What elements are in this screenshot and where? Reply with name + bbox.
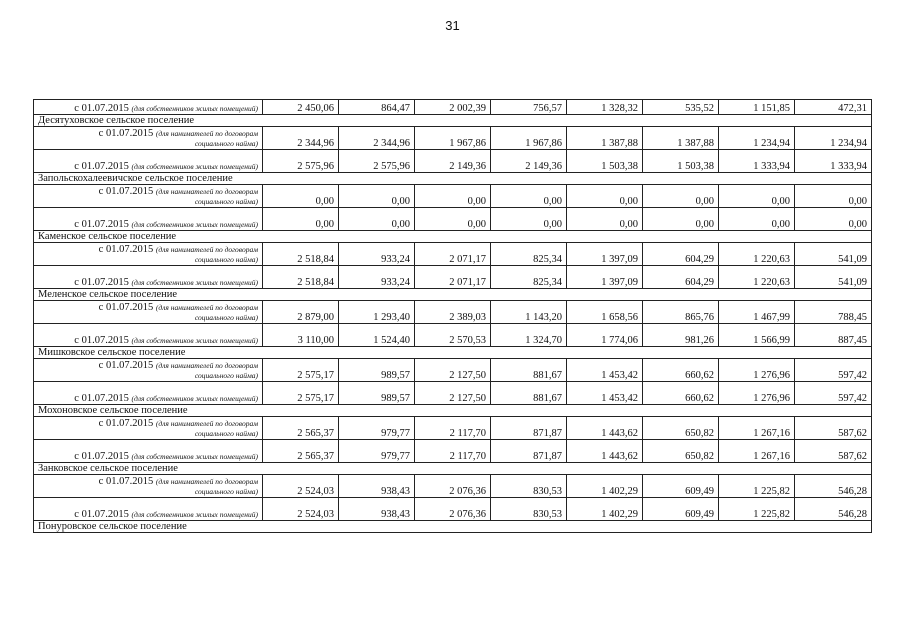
value-cell: 1 453,42 xyxy=(567,382,643,405)
settlement-name: Мишковское сельское поселение xyxy=(34,347,872,359)
table-row xyxy=(34,208,872,231)
row-label-date: с 01.07.2015 xyxy=(98,186,154,197)
value-cell: 989,57 xyxy=(339,359,415,382)
value-cell: 1 658,56 xyxy=(567,301,643,324)
settlement-name: Занковское сельское поселение xyxy=(34,463,872,475)
value-cell: 0,00 xyxy=(567,208,643,231)
value-cell: 660,62 xyxy=(643,359,719,382)
settlement-row xyxy=(34,289,872,301)
value-cell: 0,00 xyxy=(567,185,643,208)
value-cell: 756,57 xyxy=(491,100,567,115)
row-label-note: (для нанимателей по договорам xyxy=(155,129,258,138)
value-cell: 650,82 xyxy=(643,440,719,463)
value-cell: 830,53 xyxy=(491,498,567,521)
value-cell: 1 225,82 xyxy=(719,475,795,498)
row-label-note: (для собственников жилых помещений) xyxy=(131,278,258,287)
value-cell: 1 467,99 xyxy=(719,301,795,324)
value-cell: 979,77 xyxy=(339,440,415,463)
row-label-tenants xyxy=(34,359,263,382)
tariff-table xyxy=(33,99,872,533)
table-row xyxy=(34,243,872,266)
value-cell: 871,87 xyxy=(491,440,567,463)
row-label-date: с 01.07.2015 xyxy=(74,219,129,230)
value-cell: 881,67 xyxy=(491,359,567,382)
value-cell: 1 524,40 xyxy=(339,324,415,347)
row-label-date: с 01.07.2015 xyxy=(74,393,129,404)
value-cell: 1 402,29 xyxy=(567,475,643,498)
value-cell: 1 443,62 xyxy=(567,440,643,463)
row-label-note: социального найма) xyxy=(194,371,258,380)
value-cell: 0,00 xyxy=(339,208,415,231)
row-label-note: (для собственников жилых помещений) xyxy=(131,510,258,519)
value-cell: 938,43 xyxy=(339,475,415,498)
table-row xyxy=(34,127,872,150)
settlement-row xyxy=(34,405,872,417)
row-label-note: (для собственников жилых помещений) xyxy=(131,104,258,113)
value-cell: 1 387,88 xyxy=(567,127,643,150)
value-cell: 1 397,09 xyxy=(567,243,643,266)
row-label-date: с 01.07.2015 xyxy=(74,451,129,462)
row-label-owners xyxy=(34,382,263,405)
row-label-owners xyxy=(34,208,263,231)
value-cell: 2 117,70 xyxy=(415,417,491,440)
value-cell: 881,67 xyxy=(491,382,567,405)
row-label-owners xyxy=(34,266,263,289)
value-cell: 3 110,00 xyxy=(263,324,339,347)
value-cell: 2 071,17 xyxy=(415,266,491,289)
value-cell: 825,34 xyxy=(491,243,567,266)
row-label-note: социального найма) xyxy=(194,255,258,264)
value-cell: 1 324,70 xyxy=(491,324,567,347)
row-label-date: с 01.07.2015 xyxy=(98,418,154,429)
value-cell: 887,45 xyxy=(795,324,872,347)
value-cell: 1 220,63 xyxy=(719,243,795,266)
value-cell: 2 575,17 xyxy=(263,359,339,382)
value-cell: 2 575,17 xyxy=(263,382,339,405)
row-label-tenants xyxy=(34,127,263,150)
value-cell: 1 267,16 xyxy=(719,440,795,463)
value-cell: 472,31 xyxy=(795,100,872,115)
value-cell: 2 450,06 xyxy=(263,100,339,115)
value-cell: 1 387,88 xyxy=(643,127,719,150)
table-row xyxy=(34,382,872,405)
settlement-row xyxy=(34,521,872,533)
settlement-row xyxy=(34,173,872,185)
table-row xyxy=(34,440,872,463)
value-cell: 788,45 xyxy=(795,301,872,324)
value-cell: 2 149,36 xyxy=(491,150,567,173)
value-cell: 597,42 xyxy=(795,382,872,405)
value-cell: 0,00 xyxy=(795,185,872,208)
value-cell: 650,82 xyxy=(643,417,719,440)
value-cell: 0,00 xyxy=(643,185,719,208)
value-cell: 2 565,37 xyxy=(263,440,339,463)
value-cell: 587,62 xyxy=(795,417,872,440)
row-label-note: социального найма) xyxy=(194,429,258,438)
value-cell: 1 774,06 xyxy=(567,324,643,347)
value-cell: 933,24 xyxy=(339,266,415,289)
row-label-note: (для собственников жилых помещений) xyxy=(131,220,258,229)
row-label-note: (для нанимателей по договорам xyxy=(155,187,258,196)
value-cell: 979,77 xyxy=(339,417,415,440)
row-label-date: с 01.07.2015 xyxy=(74,161,129,172)
row-label-note: (для собственников жилых помещений) xyxy=(131,452,258,461)
value-cell: 0,00 xyxy=(263,208,339,231)
value-cell: 2 117,70 xyxy=(415,440,491,463)
value-cell: 1 143,20 xyxy=(491,301,567,324)
row-label-date: с 01.07.2015 xyxy=(74,277,129,288)
value-cell: 1 234,94 xyxy=(795,127,872,150)
row-label-note: (для собственников жилых помещений) xyxy=(131,162,258,171)
table-row xyxy=(34,359,872,382)
value-cell: 865,76 xyxy=(643,301,719,324)
row-label-tenants xyxy=(34,243,263,266)
value-cell: 2 344,96 xyxy=(339,127,415,150)
settlement-name: Меленское сельское поселение xyxy=(34,289,872,301)
value-cell: 0,00 xyxy=(339,185,415,208)
value-cell: 2 879,00 xyxy=(263,301,339,324)
value-cell: 1 397,09 xyxy=(567,266,643,289)
table-row xyxy=(34,475,872,498)
row-label-owners xyxy=(34,324,263,347)
table-body xyxy=(34,100,872,533)
row-label-owners xyxy=(34,100,263,115)
settlement-row xyxy=(34,231,872,243)
row-label-note: социального найма) xyxy=(194,197,258,206)
value-cell: 830,53 xyxy=(491,475,567,498)
value-cell: 2 076,36 xyxy=(415,498,491,521)
row-label-tenants xyxy=(34,185,263,208)
value-cell: 1 293,40 xyxy=(339,301,415,324)
settlement-row xyxy=(34,463,872,475)
value-cell: 2 389,03 xyxy=(415,301,491,324)
value-cell: 871,87 xyxy=(491,417,567,440)
value-cell: 2 127,50 xyxy=(415,382,491,405)
table-row xyxy=(34,100,872,115)
value-cell: 1 333,94 xyxy=(719,150,795,173)
value-cell: 938,43 xyxy=(339,498,415,521)
row-label-owners xyxy=(34,150,263,173)
row-label-note: (для нанимателей по договорам xyxy=(155,361,258,370)
settlement-name: Понуровское сельское поселение xyxy=(34,521,872,533)
row-label-note: социального найма) xyxy=(194,487,258,496)
settlement-name: Мохоновское сельское поселение xyxy=(34,405,872,417)
value-cell: 1 328,32 xyxy=(567,100,643,115)
value-cell: 1 443,62 xyxy=(567,417,643,440)
value-cell: 1 967,86 xyxy=(491,127,567,150)
value-cell: 1 267,16 xyxy=(719,417,795,440)
value-cell: 609,49 xyxy=(643,498,719,521)
table-row xyxy=(34,324,872,347)
table-row xyxy=(34,185,872,208)
row-label-note: (для собственников жилых помещений) xyxy=(131,336,258,345)
value-cell: 2 344,96 xyxy=(263,127,339,150)
value-cell: 1 276,96 xyxy=(719,359,795,382)
value-cell: 1 402,29 xyxy=(567,498,643,521)
value-cell: 0,00 xyxy=(795,208,872,231)
value-cell: 2 565,37 xyxy=(263,417,339,440)
value-cell: 0,00 xyxy=(491,185,567,208)
settlement-name: Каменское сельское поселение xyxy=(34,231,872,243)
row-label-note: (для нанимателей по договорам xyxy=(155,477,258,486)
value-cell: 1 333,94 xyxy=(795,150,872,173)
value-cell: 1 276,96 xyxy=(719,382,795,405)
row-label-note: (для нанимателей по договорам xyxy=(155,419,258,428)
value-cell: 609,49 xyxy=(643,475,719,498)
value-cell: 1 234,94 xyxy=(719,127,795,150)
row-label-note: (для собственников жилых помещений) xyxy=(131,394,258,403)
settlement-row xyxy=(34,347,872,359)
value-cell: 2 518,84 xyxy=(263,266,339,289)
value-cell: 2 149,36 xyxy=(415,150,491,173)
value-cell: 0,00 xyxy=(719,208,795,231)
row-label-date: с 01.07.2015 xyxy=(98,128,154,139)
row-label-note: (для нанимателей по договорам xyxy=(155,245,258,254)
value-cell: 546,28 xyxy=(795,475,872,498)
value-cell: 1 503,38 xyxy=(567,150,643,173)
value-cell: 933,24 xyxy=(339,243,415,266)
page-number: 31 xyxy=(445,18,460,33)
row-label-owners xyxy=(34,440,263,463)
row-label-date: с 01.07.2015 xyxy=(74,509,129,520)
settlement-row xyxy=(34,115,872,127)
value-cell: 1 566,99 xyxy=(719,324,795,347)
settlement-name: Запольскохалеевичское сельское поселение xyxy=(34,173,872,185)
table-row xyxy=(34,266,872,289)
table-row xyxy=(34,150,872,173)
value-cell: 0,00 xyxy=(491,208,567,231)
value-cell: 1 967,86 xyxy=(415,127,491,150)
value-cell: 2 076,36 xyxy=(415,475,491,498)
value-cell: 1 220,63 xyxy=(719,266,795,289)
row-label-note: социального найма) xyxy=(194,139,258,148)
value-cell: 864,47 xyxy=(339,100,415,115)
settlement-name: Десятуховское сельское поселение xyxy=(34,115,872,127)
value-cell: 1 225,82 xyxy=(719,498,795,521)
value-cell: 541,09 xyxy=(795,266,872,289)
row-label-date: с 01.07.2015 xyxy=(98,244,154,255)
value-cell: 0,00 xyxy=(643,208,719,231)
value-cell: 587,62 xyxy=(795,440,872,463)
row-label-date: с 01.07.2015 xyxy=(98,476,154,487)
value-cell: 0,00 xyxy=(415,208,491,231)
value-cell: 604,29 xyxy=(643,243,719,266)
value-cell: 597,42 xyxy=(795,359,872,382)
value-cell: 546,28 xyxy=(795,498,872,521)
row-label-date: с 01.07.2015 xyxy=(98,360,154,371)
value-cell: 541,09 xyxy=(795,243,872,266)
table-row xyxy=(34,498,872,521)
value-cell: 2 575,96 xyxy=(339,150,415,173)
table-row xyxy=(34,417,872,440)
value-cell: 1 151,85 xyxy=(719,100,795,115)
value-cell: 0,00 xyxy=(415,185,491,208)
value-cell: 2 524,03 xyxy=(263,498,339,521)
value-cell: 2 518,84 xyxy=(263,243,339,266)
value-cell: 604,29 xyxy=(643,266,719,289)
row-label-note: (для нанимателей по договорам xyxy=(155,303,258,312)
row-label-date: с 01.07.2015 xyxy=(74,335,129,346)
row-label-owners xyxy=(34,498,263,521)
value-cell: 2 524,03 xyxy=(263,475,339,498)
value-cell: 0,00 xyxy=(719,185,795,208)
value-cell: 0,00 xyxy=(263,185,339,208)
value-cell: 660,62 xyxy=(643,382,719,405)
value-cell: 825,34 xyxy=(491,266,567,289)
row-label-date: с 01.07.2015 xyxy=(98,302,154,313)
row-label-tenants xyxy=(34,301,263,324)
value-cell: 2 071,17 xyxy=(415,243,491,266)
value-cell: 1 453,42 xyxy=(567,359,643,382)
row-label-tenants xyxy=(34,475,263,498)
row-label-tenants xyxy=(34,417,263,440)
value-cell: 2 127,50 xyxy=(415,359,491,382)
value-cell: 989,57 xyxy=(339,382,415,405)
row-label-note: социального найма) xyxy=(194,313,258,322)
row-label-date: с 01.07.2015 xyxy=(74,103,129,114)
value-cell: 535,52 xyxy=(643,100,719,115)
value-cell: 2 575,96 xyxy=(263,150,339,173)
value-cell: 2 570,53 xyxy=(415,324,491,347)
table-row xyxy=(34,301,872,324)
value-cell: 981,26 xyxy=(643,324,719,347)
value-cell: 2 002,39 xyxy=(415,100,491,115)
value-cell: 1 503,38 xyxy=(643,150,719,173)
